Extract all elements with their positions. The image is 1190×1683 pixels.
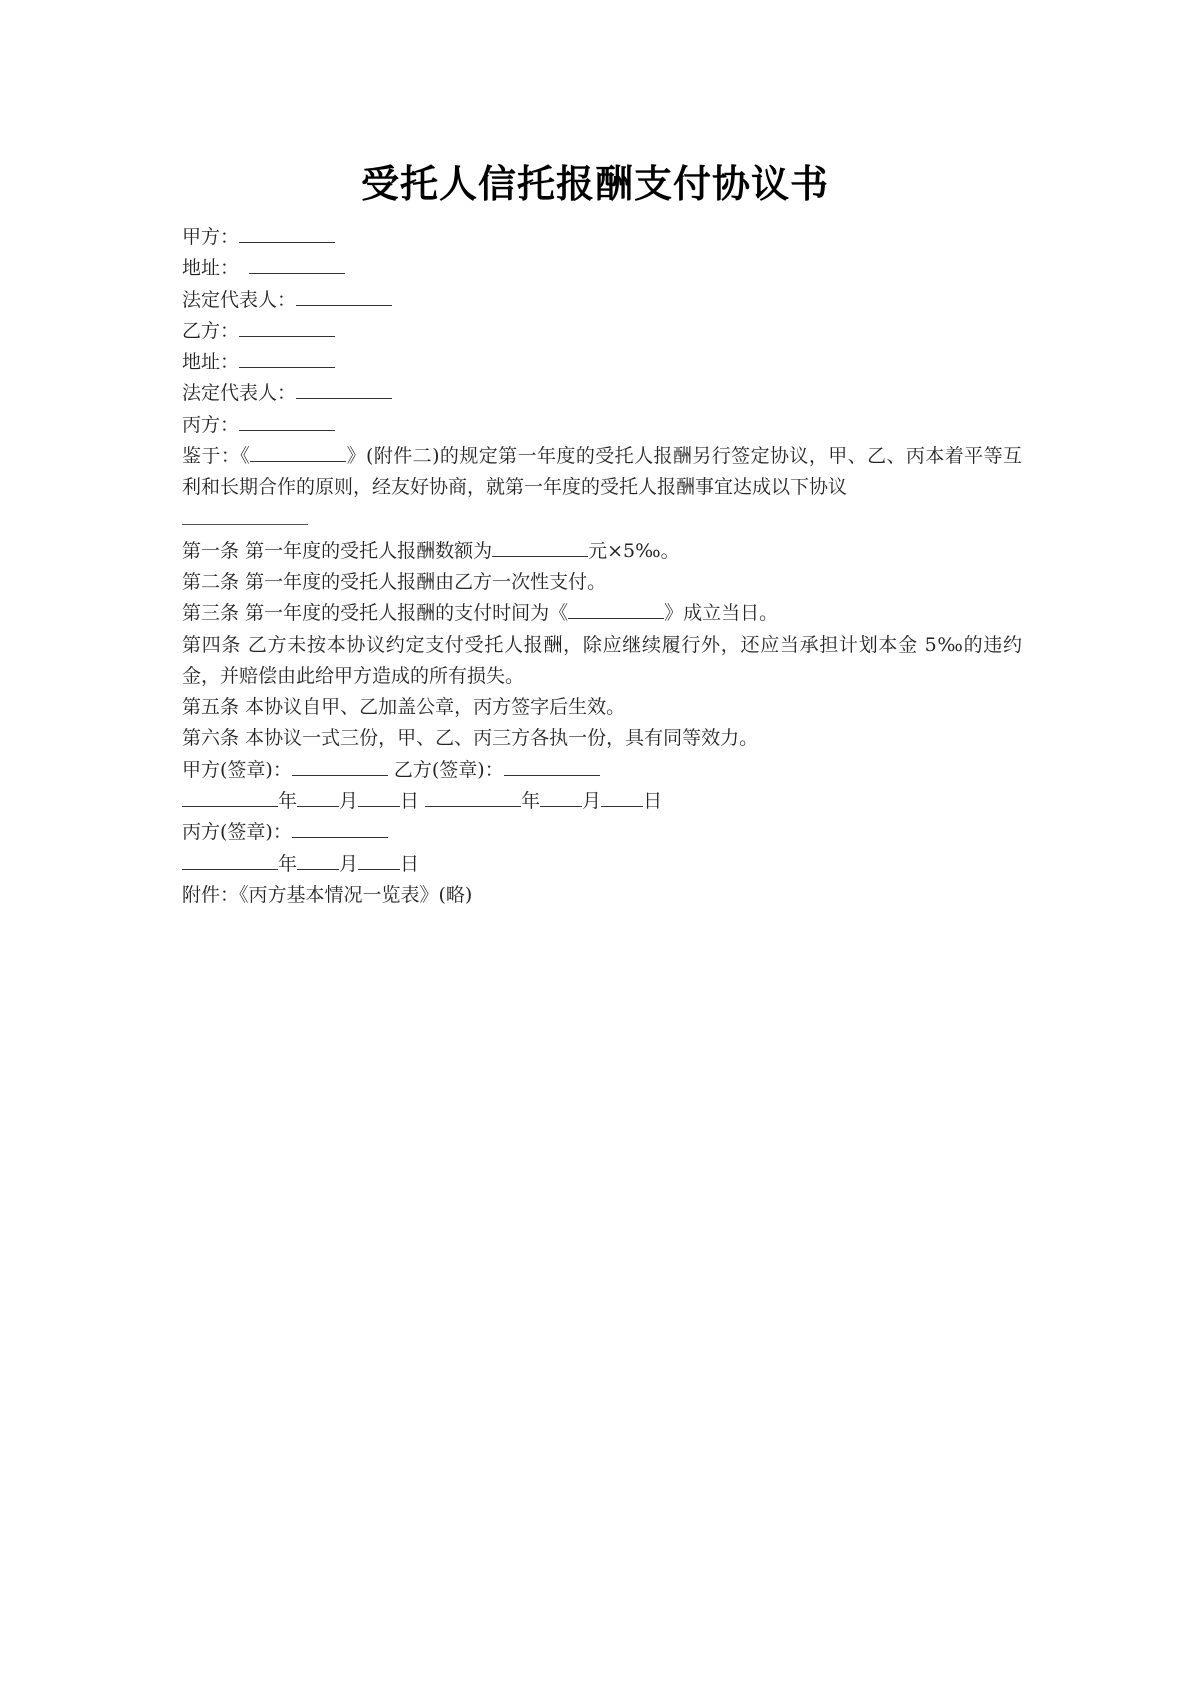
- party-b-line: [182, 316, 1022, 347]
- party-a-signature-label: 甲方(签章)：: [182, 758, 292, 781]
- article-4-text: 乙方未按本协议约定支付受托人报酬，除应继续履行外，还应当承担计划本金 5‰的违约金，并赔偿由此给甲方造成的所有损失。: [182, 633, 1022, 687]
- party-b-rep-blank[interactable]: [296, 380, 392, 399]
- article-1-number: 第一条: [182, 539, 240, 562]
- article-3-number: 第三条: [182, 602, 240, 625]
- party-b-blank[interactable]: [239, 318, 335, 337]
- signature-line-c: [182, 817, 1022, 848]
- party-b-signature-blank[interactable]: [504, 757, 600, 776]
- party-c-month-blank[interactable]: [297, 851, 339, 870]
- party-b-month-blank[interactable]: [540, 788, 582, 807]
- article-1-text-after: 元×5‰。: [588, 539, 680, 562]
- party-a-signature-blank[interactable]: [292, 757, 388, 776]
- article-3-plan-blank[interactable]: [568, 600, 664, 619]
- party-b-address-label: 地址：: [182, 351, 240, 374]
- day-label: 日: [400, 790, 420, 813]
- party-b-rep-label: 法定代表人：: [182, 382, 297, 405]
- month-label: 月: [582, 790, 602, 813]
- article-6: [182, 723, 1022, 754]
- article-4: [182, 630, 1022, 693]
- month-label: 月: [339, 790, 359, 813]
- preamble-paragraph: [182, 441, 1022, 504]
- party-c-signature-label: 丙方(签章)：: [182, 821, 292, 844]
- article-1: [182, 536, 1022, 567]
- signature-line-ab: [182, 755, 1022, 786]
- article-1-text-before: 第一年度的受托人报酬数额为: [245, 539, 493, 562]
- party-c-year-blank[interactable]: [182, 851, 278, 870]
- article-2: [182, 567, 1022, 598]
- article-1-amount-blank[interactable]: [492, 538, 588, 557]
- article-2-number: 第二条: [182, 570, 240, 593]
- article-5-text: 本协议自甲、乙加盖公章，丙方签字后生效。: [245, 696, 626, 719]
- party-a-year-blank[interactable]: [182, 788, 278, 807]
- party-c-label: 丙方：: [182, 413, 240, 436]
- article-3: [182, 598, 1022, 629]
- article-5-number: 第五条: [182, 696, 240, 719]
- preamble-prefix: 鉴于：《: [182, 445, 251, 468]
- party-b-signature-label: 乙方(签章)：: [393, 758, 504, 781]
- party-b-rep-line: [182, 378, 1022, 409]
- party-a-rep-blank[interactable]: [296, 287, 392, 306]
- party-a-month-blank[interactable]: [297, 788, 339, 807]
- party-a-rep-line: [182, 285, 1022, 316]
- document-title: 受托人信托报酬支付协议书: [360, 162, 829, 206]
- party-a-label: 甲方：: [182, 226, 240, 248]
- article-5: [182, 692, 1022, 723]
- month-label: 月: [339, 852, 359, 875]
- attachment-line: 附件：《丙方基本情况一览表》(略): [182, 883, 473, 906]
- article-2-text: 第一年度的受托人报酬由乙方一次性支付。: [245, 570, 607, 593]
- year-label: 年: [521, 790, 541, 813]
- year-label: 年: [278, 790, 298, 813]
- party-b-address-line: [182, 347, 1022, 378]
- article-4-number: 第四条: [182, 633, 242, 656]
- preamble-suffix: 》(附件二)的规定第一年度的受托人报酬另行签定协议，甲、乙、丙本着平等互利和长期合作的原则，经友好协商，就第一年度的受托人报酬事宜达成以下协议: [182, 445, 1022, 499]
- day-label: 日: [400, 852, 420, 875]
- party-b-label: 乙方：: [182, 319, 240, 342]
- party-a-address-label: 地址：: [182, 257, 240, 280]
- article-6-text: 本协议一式三份，甲、乙、丙三方各执一份，具有同等效力。: [245, 727, 759, 750]
- article-6-number: 第六条: [182, 727, 240, 750]
- preamble-blank[interactable]: [250, 443, 346, 462]
- party-a-address-line: [182, 253, 1022, 284]
- year-label: 年: [278, 852, 298, 875]
- party-b-address-blank[interactable]: [239, 349, 335, 368]
- party-a-address-blank[interactable]: [249, 255, 345, 274]
- date-line-ab: [182, 786, 1022, 817]
- article-3-text-before: 第一年度的受托人报酬的支付时间为《: [245, 602, 569, 625]
- party-a-line: [182, 222, 1022, 253]
- party-a-rep-label: 法定代表人：: [182, 288, 297, 311]
- party-c-day-blank[interactable]: [358, 851, 400, 870]
- party-b-year-blank[interactable]: [425, 788, 521, 807]
- date-line-c: [182, 849, 1022, 880]
- party-c-line: [182, 410, 1022, 441]
- party-a-day-blank[interactable]: [358, 788, 400, 807]
- party-c-blank[interactable]: [239, 412, 335, 431]
- party-a-blank[interactable]: [239, 224, 335, 243]
- article-3-text-after: 》成立当日。: [664, 602, 779, 625]
- day-label: 日: [643, 790, 663, 813]
- preamble-trailing-blank[interactable]: [182, 504, 308, 525]
- party-c-signature-blank[interactable]: [292, 819, 388, 838]
- party-b-day-blank[interactable]: [601, 788, 643, 807]
- document-body: [182, 222, 1022, 911]
